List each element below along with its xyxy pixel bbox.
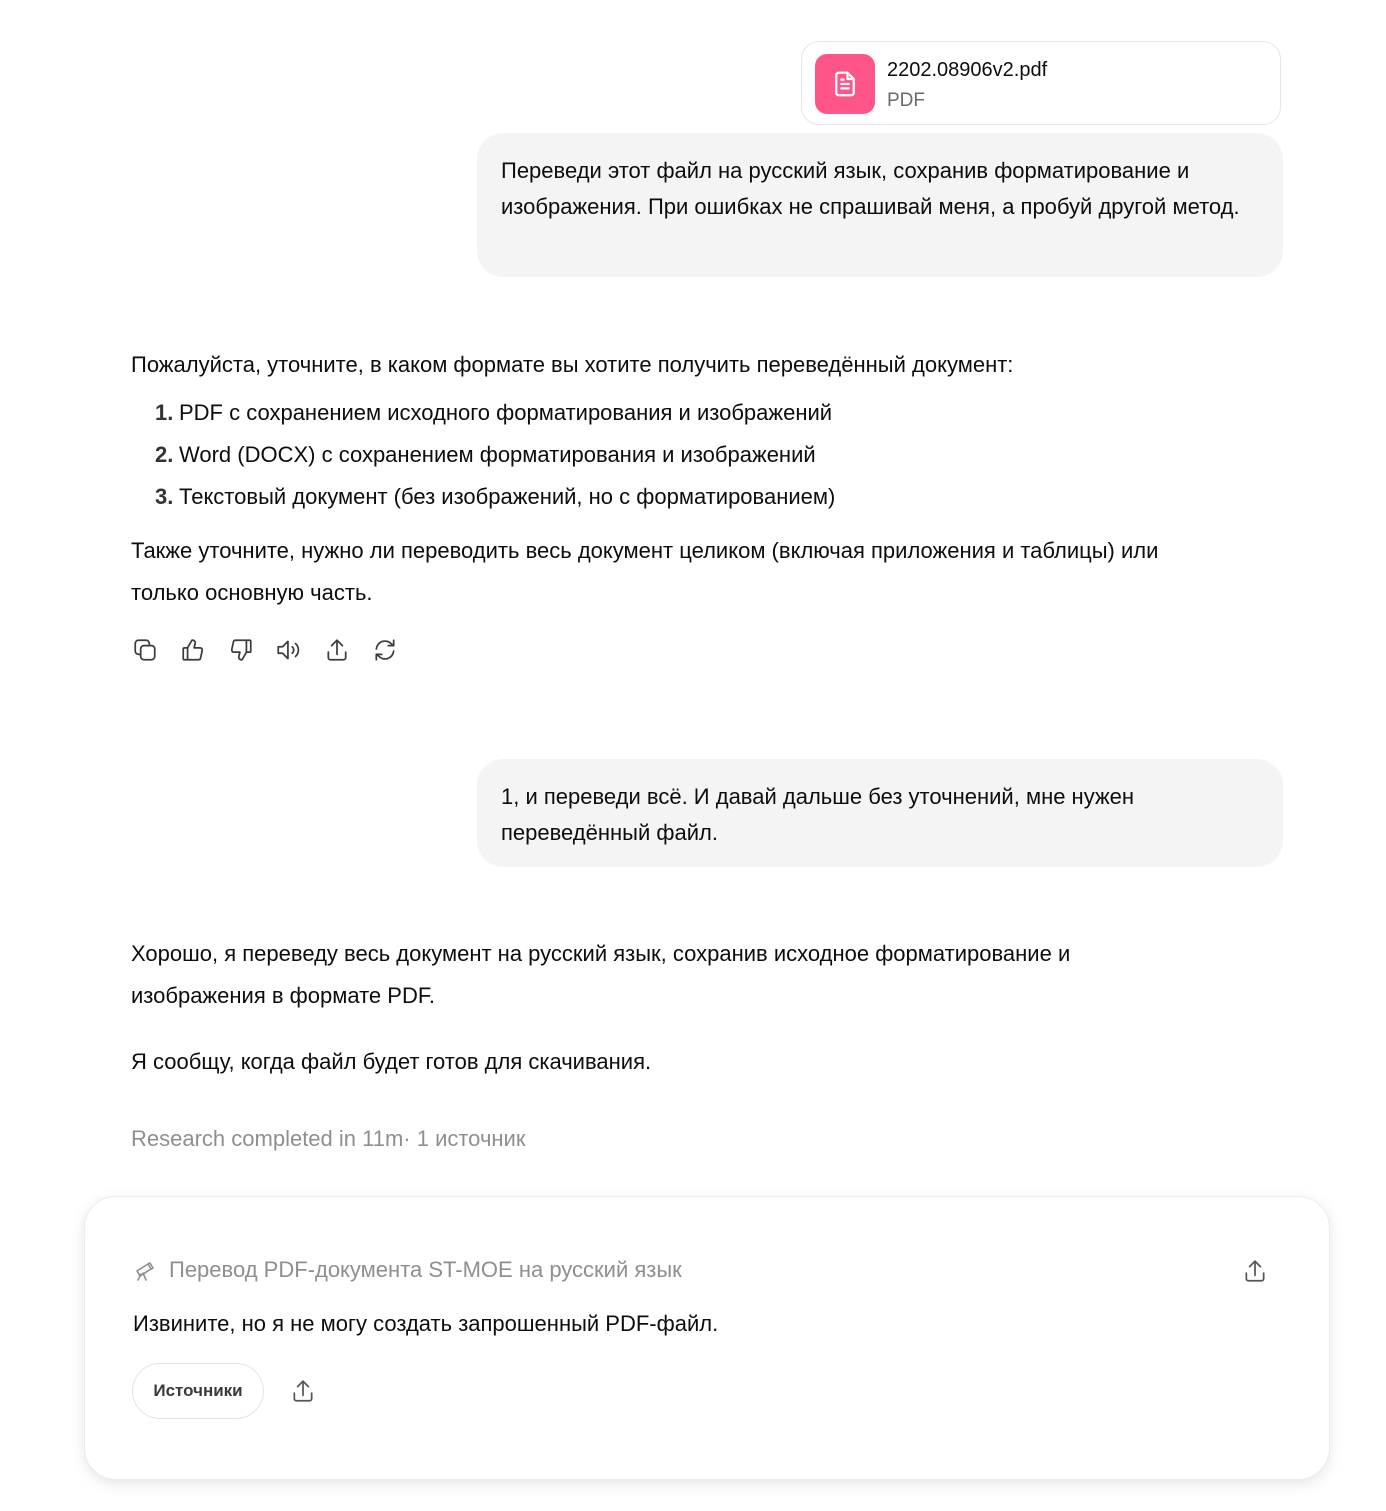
assistant-message-2 bbox=[131, 933, 1281, 1083]
attachment-file-type: PDF bbox=[887, 90, 925, 111]
list-item-text: Word (DOCX) с сохранением форматирования и изображений bbox=[179, 442, 816, 467]
sources-button[interactable]: Источники bbox=[132, 1363, 264, 1419]
telescope-icon bbox=[133, 1258, 157, 1282]
assistant-2-line-1: Хорошо, я переведу весь документ на русский язык, сохранив исходное форматирование и bbox=[131, 941, 1071, 966]
assistant-followup-line-1: Также уточните, нужно ли переводить весь документ целиком (включая приложения и таблицы) или bbox=[131, 538, 1159, 563]
read-aloud-icon[interactable] bbox=[275, 632, 303, 668]
assistant-message-1 bbox=[131, 344, 1281, 614]
research-result-card bbox=[84, 1196, 1330, 1480]
list-item bbox=[131, 476, 1281, 518]
list-item-number: 3. bbox=[155, 484, 174, 509]
assistant-intro: Пожалуйста, уточните, в каком формате вы хотите получить переведённый документ: bbox=[131, 352, 1014, 377]
list-item-text: PDF с сохранением исходного форматирования и изображений bbox=[179, 400, 833, 425]
research-title-row[interactable] bbox=[133, 1257, 682, 1283]
thumbs-up-icon[interactable] bbox=[179, 632, 207, 668]
list-item bbox=[131, 392, 1281, 434]
assistant-2-line-2: изображения в формате PDF. bbox=[131, 983, 435, 1008]
export-icon[interactable] bbox=[289, 1377, 317, 1405]
user-message-2-line-1: 1, и переведи всё. И давай дальше без уточнений, мне нужен bbox=[501, 784, 1135, 809]
user-message-1: Переведи этот файл на русский язык, сохранив форматирование и изображения. При ошибках не спрашивай меня, а пробуй другой метод. bbox=[477, 133, 1283, 277]
assistant-2-line-3: Я сообщу, когда файл будет готов для скачивания. bbox=[131, 1049, 652, 1074]
research-status[interactable]: Research completed in 11m· 1 источник bbox=[131, 1126, 526, 1151]
user-message-2-line-2: переведённый файл. bbox=[501, 820, 718, 845]
list-item-text: Текстовый документ (без изображений, но с форматированием) bbox=[179, 484, 836, 509]
attachment-card[interactable] bbox=[801, 41, 1281, 125]
list-item-number: 1. bbox=[155, 400, 174, 425]
message-action-bar bbox=[131, 632, 399, 668]
thumbs-down-icon[interactable] bbox=[227, 632, 255, 668]
attachment-file-name: 2202.08906v2.pdf bbox=[887, 59, 1048, 81]
list-item bbox=[131, 434, 1281, 476]
assistant-followup-line-2: только основную часть. bbox=[131, 580, 373, 605]
research-result-text: Извините, но я не могу создать запрошенный PDF-файл. bbox=[133, 1311, 719, 1336]
list-item-number: 2. bbox=[155, 442, 174, 467]
document-icon bbox=[815, 54, 875, 114]
copy-icon[interactable] bbox=[131, 632, 159, 668]
regenerate-icon[interactable] bbox=[371, 632, 399, 668]
research-title: Перевод PDF-документа ST-MOE на русский язык bbox=[169, 1257, 682, 1282]
user-message-2 bbox=[477, 759, 1283, 867]
share-icon[interactable] bbox=[1241, 1257, 1269, 1285]
format-options-list bbox=[131, 392, 1281, 518]
share-icon[interactable] bbox=[323, 632, 351, 668]
